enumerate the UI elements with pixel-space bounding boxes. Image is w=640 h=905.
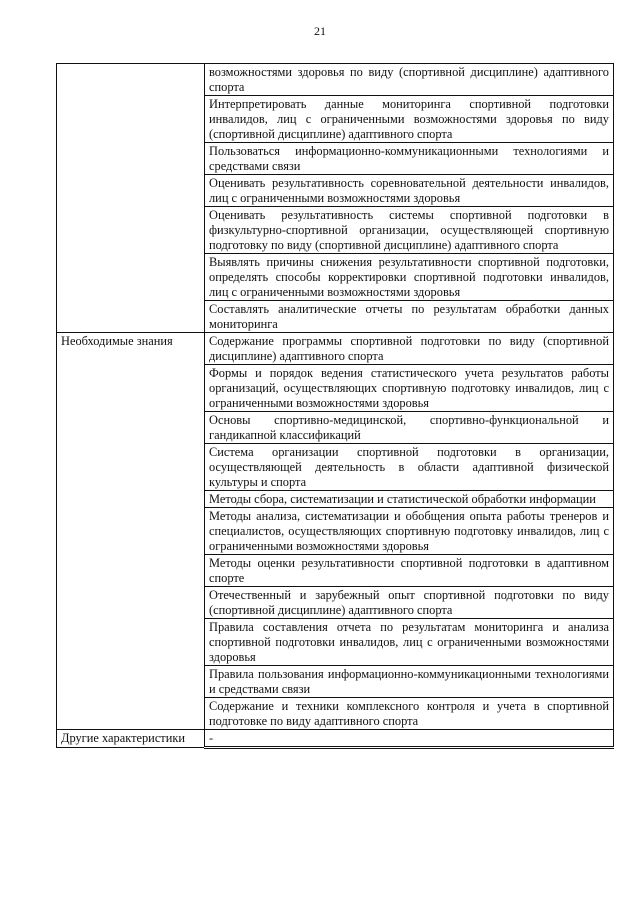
table-row xyxy=(57,730,614,748)
row-item: Методы анализа, систематизации и обобщения опыта работы тренеров и специалистов, осуществляющих спортивную подготовку инвалидов, лиц с ограниченными возможностями здоровья xyxy=(205,508,614,555)
row-item: Пользоваться информационно-коммуникационными технологиями и средствами связи xyxy=(205,143,614,175)
qualification-table xyxy=(56,63,614,749)
row-item: Интерпретировать данные мониторинга спортивной подготовки инвалидов, лиц с ограниченными возможностями здоровья по виду (спортивной дисциплине) адаптивного спорта xyxy=(205,96,614,143)
row-item: Формы и порядок ведения статистического учета результатов работы организаций, осуществляющих спортивную подготовку инвалидов, лиц с ограниченными возможностями здоровья xyxy=(205,365,614,412)
row-label: Другие характеристики xyxy=(57,730,205,748)
row-item: Отечественный и зарубежный опыт спортивной подготовки по виду (спортивной дисциплине) адаптивного спорта xyxy=(205,587,614,619)
row-item: Содержание программы спортивной подготовки по виду (спортивной дисциплине) адаптивного спорта xyxy=(205,333,614,365)
row-item: Методы сбора, систематизации и статистической обработки информации xyxy=(205,491,614,508)
row-item: - xyxy=(205,730,614,748)
page-number: 21 xyxy=(314,24,326,38)
row-item: Оценивать результативность системы спортивной подготовки в физкультурно-спортивной организации, осуществляющей спортивную подготовку по виду (спортивной дисциплине) адаптивного спорта xyxy=(205,207,614,254)
row-item: Правила составления отчета по результатам мониторинга и анализа спортивной подготовки инвалидов, лиц с ограниченными возможностями здоровья xyxy=(205,619,614,666)
row-item: Выявлять причины снижения результативности спортивной подготовки, определять способы корректировки спортивной подготовки инвалидов, лиц с ограниченными возможностями здоровья xyxy=(205,254,614,301)
row-item: Содержание и техники комплексного контроля и учета в спортивной подготовке по виду адаптивного спорта xyxy=(205,698,614,730)
table-row xyxy=(57,64,614,96)
row-label: Необходимые знания xyxy=(57,333,205,730)
row-item: Методы оценки результативности спортивной подготовки в адаптивном спорте xyxy=(205,555,614,587)
row-item: Основы спортивно-медицинской, спортивно-функциональной и гандикапной классификаций xyxy=(205,412,614,444)
row-item: Система организации спортивной подготовки в организации, осуществляющей деятельность в области адаптивной физической культуры и спорта xyxy=(205,444,614,491)
row-label xyxy=(57,64,205,333)
row-item: Правила пользования информационно-коммуникационными технологиями и средствами связи xyxy=(205,666,614,698)
row-item: Составлять аналитические отчеты по результатам обработки данных мониторинга xyxy=(205,301,614,333)
row-item: Оценивать результативность соревновательной деятельности инвалидов, лиц с ограниченными возможностями здоровья xyxy=(205,175,614,207)
row-item: возможностями здоровья по виду (спортивной дисциплине) адаптивного спорта xyxy=(205,64,614,96)
table-row xyxy=(57,333,614,365)
